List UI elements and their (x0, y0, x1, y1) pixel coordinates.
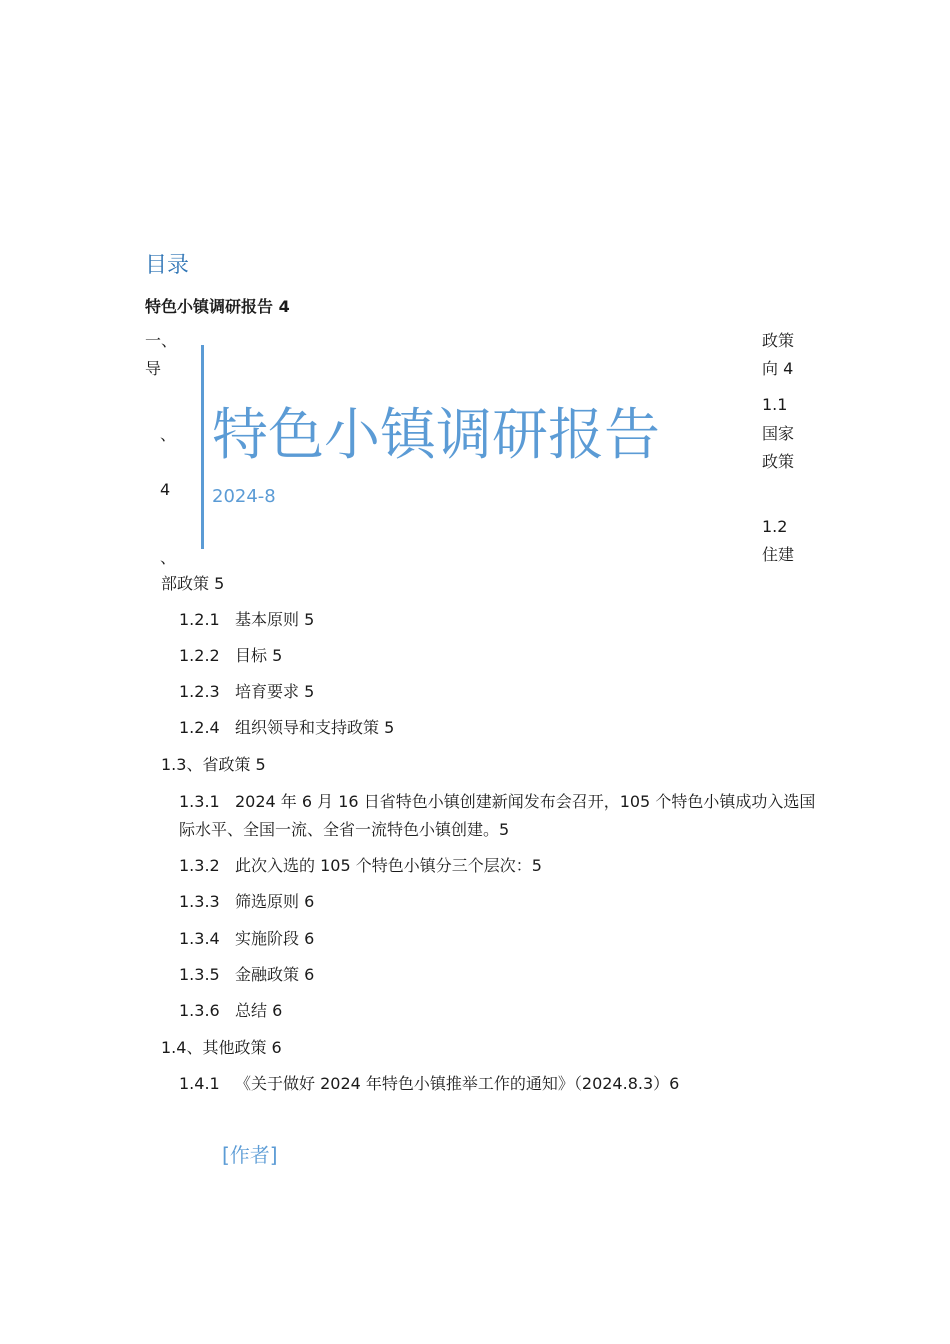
toc-fragment: 1.2 (762, 517, 788, 536)
toc-entry-number: 1.2.3 (179, 682, 220, 701)
toc-entry-text: 筛选原则 6 (235, 892, 315, 911)
toc-fragment: 国家 (762, 424, 795, 443)
toc-fragment: 4 (160, 480, 171, 499)
toc-entry-number: 1.3.2 (179, 856, 220, 875)
toc-entry[interactable] (179, 888, 314, 916)
toc-doc-title[interactable]: 特色小镇调研报告 4 (145, 297, 290, 316)
toc-entry-text: 总结 6 (235, 1001, 283, 1020)
toc-entry-text: 2024 年 6 月 16 日省特色小镇创建新闻发布会召开，105 个特色小镇成功入选国际水平、全国一流、全省一流特色小镇创建。5 (179, 792, 816, 839)
toc-entry[interactable] (179, 925, 314, 953)
toc-entry[interactable] (179, 788, 819, 844)
cover-author[interactable]: [作者] (222, 1143, 278, 1167)
cover-accent-bar (201, 345, 204, 549)
toc-entry-text: 组织领导和支持政策 5 (235, 718, 395, 737)
toc-entry-number: 1.3.1 (179, 792, 220, 811)
toc-entry-text: 金融政策 6 (235, 965, 315, 984)
cover-date: 2024-8 (212, 486, 276, 507)
toc-entry[interactable] (179, 714, 394, 742)
toc-entry-number: 1.4.1 (179, 1074, 220, 1093)
toc-entry-text: 《关于做好 2024 年特色小镇推举工作的通知》（2024.8.3）6 (235, 1074, 680, 1093)
toc-entry-number: 1.2.4 (179, 718, 220, 737)
toc-fragment: 导 (145, 359, 162, 378)
toc-entry-number: 1.2.2 (179, 646, 220, 665)
toc-fragment: 、 (160, 425, 177, 444)
toc-fragment: 、 (160, 548, 177, 567)
toc-entry[interactable] (179, 997, 282, 1025)
toc-entry[interactable] (179, 606, 314, 634)
toc-entry[interactable] (179, 852, 542, 880)
toc-entry-text: 实施阶段 6 (235, 929, 315, 948)
toc-entry-text: 目标 5 (235, 646, 283, 665)
toc-fragment: 1.1 (762, 395, 788, 414)
toc-fragment: 政策 (762, 452, 795, 471)
toc-fragment: 住建 (762, 545, 795, 564)
toc-entry-number: 1.3.4 (179, 929, 220, 948)
toc-entry-1-2[interactable]: 部政策 5 (161, 574, 225, 593)
toc-entry-number: 1.3.6 (179, 1001, 220, 1020)
toc-entry[interactable] (179, 1070, 679, 1098)
toc-entry[interactable] (179, 642, 282, 670)
toc-entry-text: 基本原则 5 (235, 610, 315, 629)
toc-entry-number: 1.2.1 (179, 610, 220, 629)
toc-entry-number: 1.3.5 (179, 965, 220, 984)
toc-entry-text: 此次入选的 105 个特色小镇分三个层次：5 (235, 856, 542, 875)
toc-entry[interactable]: 1.3、省政策 5 (161, 755, 266, 774)
toc-entry-number: 1.3.3 (179, 892, 220, 911)
toc-fragment: 政策 (762, 331, 795, 350)
toc-entry[interactable] (179, 961, 314, 989)
cover-title: 特色小镇调研报告 (212, 403, 660, 468)
toc-entry[interactable] (179, 678, 314, 706)
toc-fragment: 一、 (145, 331, 178, 350)
toc-entry-text: 培育要求 5 (235, 682, 315, 701)
toc-heading: 目录 (145, 253, 190, 278)
toc-fragment: 向 4 (762, 359, 794, 378)
toc-entry[interactable]: 1.4、其他政策 6 (161, 1038, 282, 1057)
